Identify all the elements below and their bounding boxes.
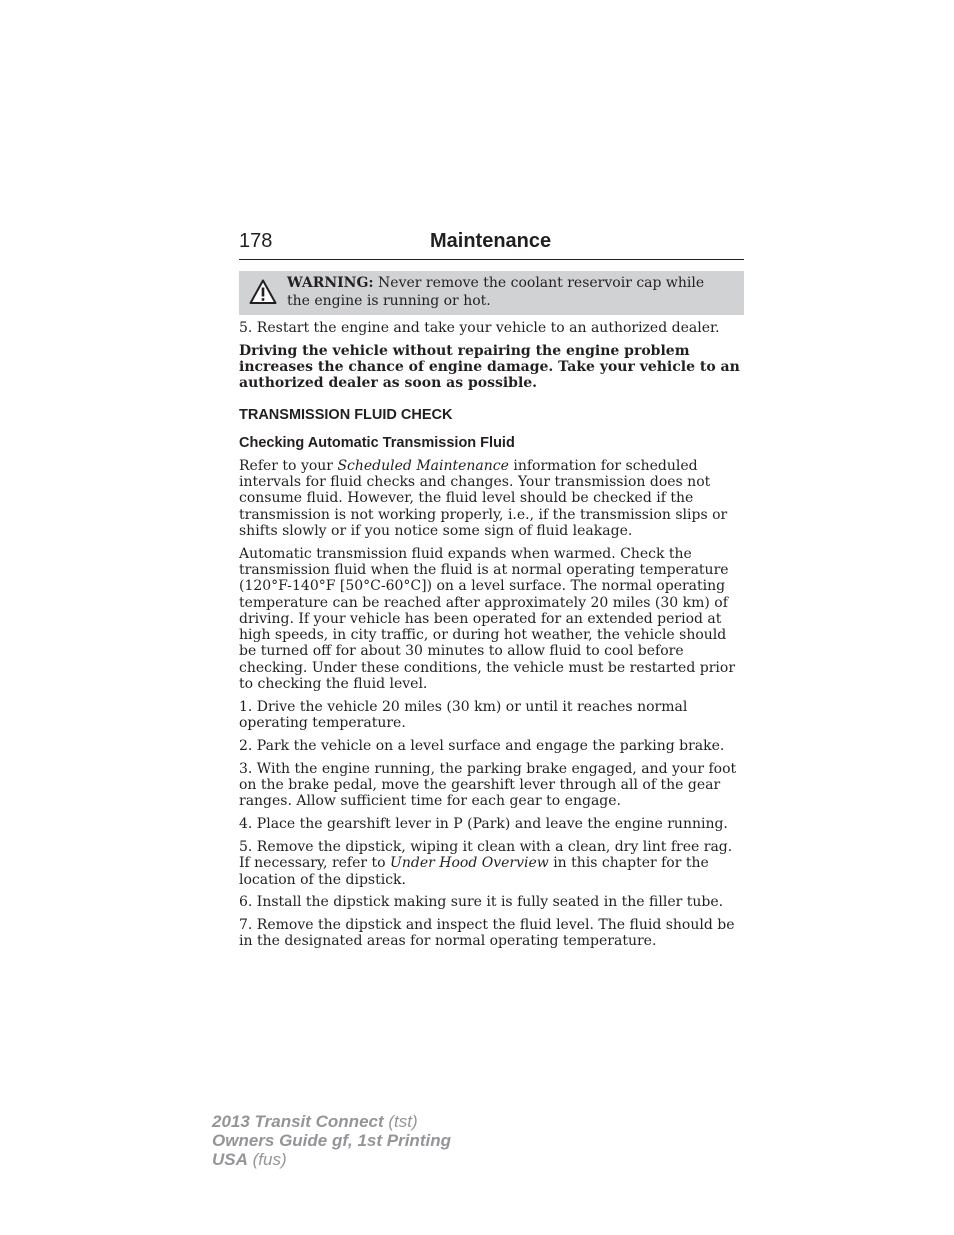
step-2: 2. Park the vehicle on a level surface and engage the parking brake.	[239, 737, 725, 754]
step-3: 3. With the engine running, the parking brake engaged, and your foot on the brake pedal, move the gearshift lever through all of the gear ranges. Allow sufficient time for each gear to engage.	[239, 760, 737, 810]
page-content	[239, 320, 747, 956]
text-run: information for scheduled intervals for fluid checks and changes. Your transmission does not consume fluid. However, the fluid level should be checked if the transmission is not working properly, i.e., if the transmission slips or shifts slowly or if you notice some sign of fluid leakage.	[239, 457, 728, 539]
warning-text	[287, 274, 727, 310]
footer-line-3	[212, 1150, 451, 1169]
step-7: 7. Remove the dipstick and inspect the fluid level. The fluid should be in the designated areas for normal operating temperature.	[239, 917, 735, 950]
warning-triangle-icon	[249, 279, 277, 305]
subheading-checking-automatic-fluid: Checking Automatic Transmission Fluid	[239, 434, 515, 451]
footer-model: 2013 Transit Connect	[212, 1112, 384, 1131]
warning-box	[239, 271, 744, 315]
step-4: 4. Place the gearshift lever in P (Park) and leave the engine running.	[239, 816, 728, 833]
page-header	[239, 229, 744, 260]
reference-scheduled-maintenance: Scheduled Maintenance	[337, 457, 509, 474]
warning-message: Never remove the coolant reservoir cap while the engine is running or hot.	[287, 275, 705, 309]
footer-market-code: (fus)	[247, 1150, 287, 1169]
paragraph-fluid-expands: Automatic transmission fluid expands when warmed. Check the transmission fluid when the fluid is at normal operating temperature (120°F-140°F [50°C-60°C]) on a level surface. The normal operating temperature can be reached after approximately 20 miles (30 km) of driving. If your vehicle has been operated for an extended period at high speeds, in city traffic, or during hot weather, the vehicle should be turned off for about 30 minutes to allow fluid to cool before checking. Under these conditions, the vehicle must be restarted prior to checking the fluid level.	[239, 545, 736, 693]
paragraph-scheduled-maintenance	[239, 458, 747, 539]
step-restart-engine: 5. Restart the engine and take your vehicle to an authorized dealer.	[239, 320, 720, 336]
reference-under-hood-overview: Under Hood Overview	[390, 855, 549, 872]
page-footer	[212, 1112, 451, 1169]
section-title: Maintenance	[430, 230, 552, 252]
step-5	[239, 839, 747, 888]
footer-edition: Owners Guide gf, 1st Printing	[212, 1131, 451, 1150]
footer-market: USA	[212, 1150, 248, 1169]
step-1: 1. Drive the vehicle 20 miles (30 km) or until it reaches normal operating temperature.	[239, 698, 688, 732]
footer-model-code: (tst)	[383, 1112, 418, 1131]
engine-damage-notice: Driving the vehicle without repairing the engine problem increases the chance of engine damage. Take your vehicle to an authorized dealer as soon as possible.	[239, 342, 740, 392]
heading-transmission-fluid-check: TRANSMISSION FLUID CHECK	[239, 406, 453, 423]
text-run: in this chapter for the location of the dipstick.	[239, 855, 709, 888]
footer-line-2	[212, 1131, 451, 1150]
text-run: Refer to your	[239, 457, 338, 474]
footer-line-1	[212, 1112, 451, 1131]
step-6: 6. Install the dipstick making sure it is fully seated in the filler tube.	[239, 894, 724, 911]
text-run: 5. Remove the dipstick, wiping it clean with a clean, dry lint free rag. If necessary, refer to	[239, 838, 733, 872]
warning-label: WARNING:	[287, 275, 374, 291]
page-number: 178	[239, 230, 273, 252]
